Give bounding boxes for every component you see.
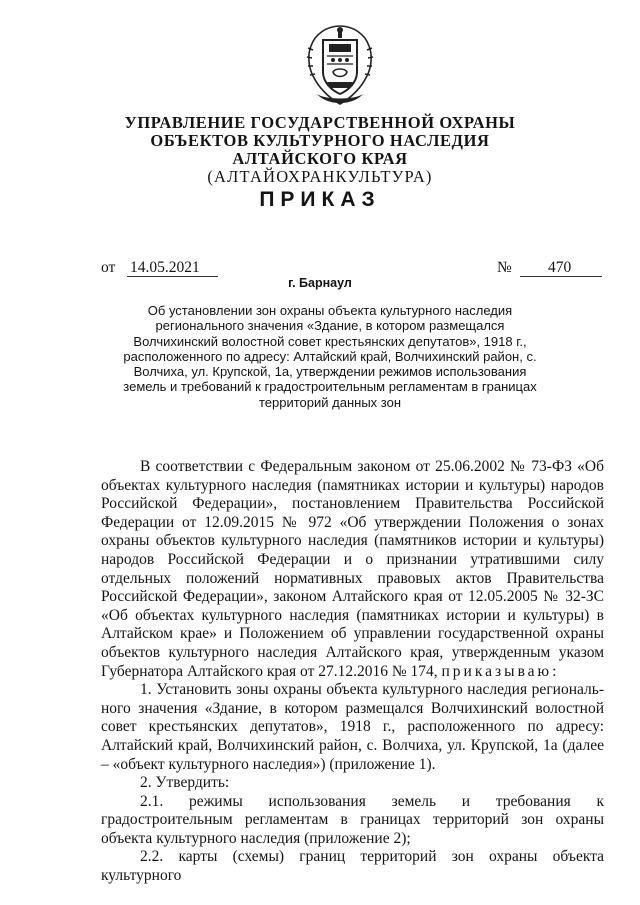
- org-name-line-2: ОБЪЕКТОВ КУЛЬТУРНОГО НАСЛЕДИЯ: [150, 131, 490, 150]
- item-2: 2. Утвердить:: [140, 774, 230, 792]
- preamble-paragraph: [101, 458, 604, 681]
- document-date: 14.05.2021: [130, 259, 200, 276]
- org-name-line-1: УПРАВЛЕНИЕ ГОСУДАРСТВЕННОЙ ОХРАНЫ: [124, 113, 516, 132]
- document-number: 470: [548, 259, 572, 276]
- document-title: ПРИКАЗ: [259, 188, 381, 211]
- item-1: 1. Установить зоны охраны объекта культурного наследия региональ-ного значения «Здание, в котором размещался Волчихинский волостной совет крестьянских депутатов», 1918 г., расположенного по адресу: Алтайский край, Волчихинский район, с. Волчиха, ул. Крупской, 1а (далее – «объект культурного наследия») (приложение 1).: [101, 681, 604, 773]
- city-name: г. Барнаул: [288, 276, 352, 290]
- item-2-2: 2.2. карты (схемы) границ территорий зон охраны объекта культурного: [101, 848, 604, 885]
- order-subject: Об установлении зон охраны объекта культурного наследия регионального значения «Здание, в котором размещался Волчихинский волостной совет крестьянских депутатов», 1918 г., расположенного по адресу: Алтайский край, Волчихинский район, с. Волчиха, ул. Крупской, 1а, утверждении режимов использования земель и требований к градостроительным регламентам в границах территорий данных зон: [123, 303, 537, 410]
- order-word: приказываю:: [441, 662, 560, 680]
- item-2-1: 2.1. режимы использования земель и требования к градостроительным регламентам в границах территорий зон охраны объекта культурного наследия (приложение 2);: [101, 792, 604, 847]
- order-body: [101, 458, 604, 886]
- coat-of-arms-emblem: [297, 20, 383, 108]
- org-abbreviation: (АЛТАЙОХРАНКУЛЬТУРА): [207, 167, 433, 186]
- date-prefix: от: [101, 259, 116, 276]
- org-name-line-3: АЛТАЙСКОГО КРАЯ: [232, 149, 408, 168]
- preamble-text: В соответствии с Федеральным законом от 25.06.2002 № 73-ФЗ «Об объектах культурного наследия (памятниках истории и культуры) народов Российской Федерации», постановлением Правительства Российской Федерации от 12.09.2015 № 972 «Об утверждении Положения о зонах охраны объектов культурного наследия (памятников истории и культуры) народов Российской Федерации и о признании утратившими силу отдельных положений нормативных правовых актов Правительства Российской Федерации», законом Алтайского края от 12.05.2005 № 32-ЗС «Об объектах культурного наследия (памятниках истории и культуры) в Алтайском крае» и Положением об управлении государственной охраны объектов культурного наследия Алтайского края, утвержденным указом Губернатора Алтайского края от 27.12.2016 № 174,: [101, 458, 604, 680]
- number-sign: №: [497, 259, 512, 276]
